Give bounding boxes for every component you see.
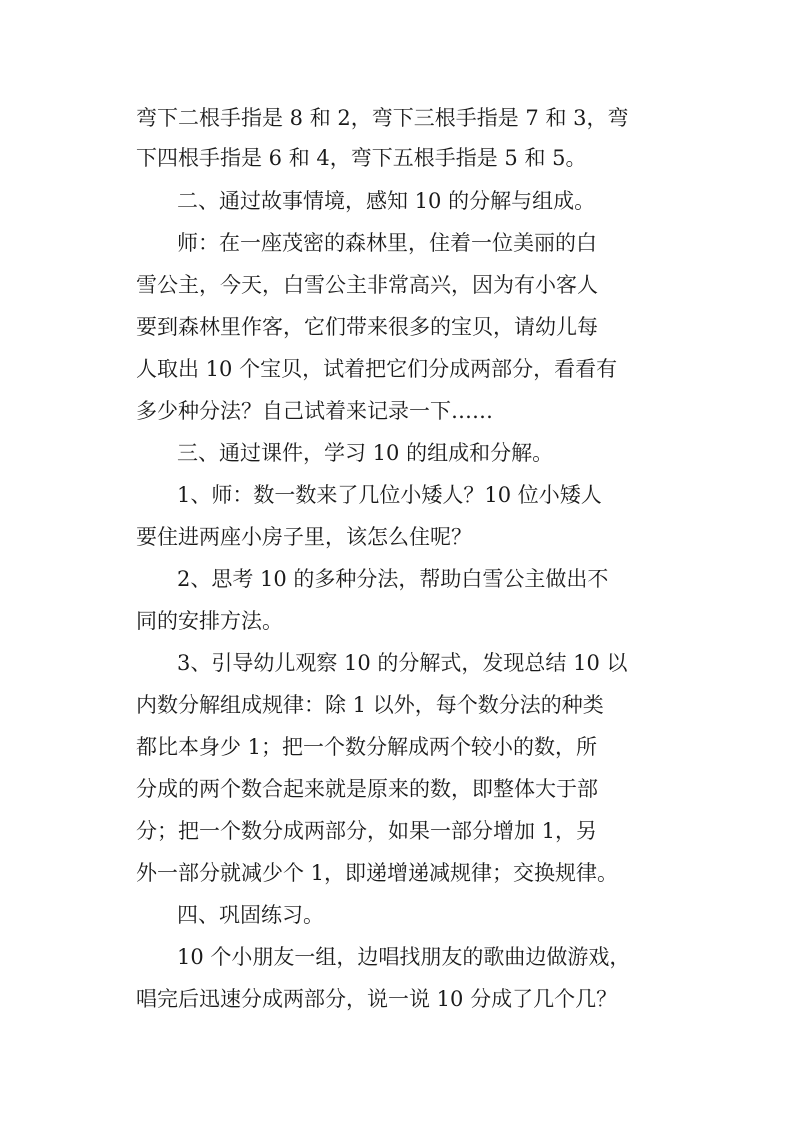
section-heading-3: 三、通过课件，学习 10 的组成和分解。 [177,441,554,465]
text-line-6: 要到森林里作客，它们带来很多的宝贝，请幼儿每 [136,315,598,339]
text-line-15: 内数分解组成规律：除 1 以外，每个数分法的种类 [136,693,604,717]
text-line-21: 10 个小朋友一组，边唱找朋友的歌曲边做游戏， [177,945,631,969]
section-heading-4: 四、巩固练习。 [177,903,324,927]
text-line-1: 弯下二根手指是 8 和 2，弯下三根手指是 7 和 3，弯 [136,106,629,130]
text-line-22: 唱完后迅速分成两部分，说一说 10 分成了几个几？ [136,987,618,1011]
text-line-14: 3、引导幼儿观察 10 的分解式，发现总结 10 以 [177,651,628,675]
text-line-13: 同的安排方法。 [136,609,283,633]
text-line-7: 人取出 10 个宝贝，试着把它们分成两部分，看看有 [136,357,618,381]
text-line-11: 要住进两座小房子里，该怎么住呢？ [136,525,472,549]
text-line-10: 1、师：数一数来了几位小矮人？10 位小矮人 [177,483,602,507]
text-line-16: 都比本身少 1；把一个数分解成两个较小的数，所 [136,735,598,759]
text-line-4: 师：在一座茂密的森林里，住着一位美丽的白 [177,231,597,255]
text-line-17: 分成的两个数合起来就是原来的数，即整体大于部 [136,777,598,801]
section-heading-2: 二、通过故事情境，感知 10 的分解与组成。 [177,189,596,213]
text-line-8: 多少种分法？自己试着来记录一下…… [136,399,493,423]
text-line-12: 2、思考 10 的多种分法，帮助白雪公主做出不 [177,567,609,591]
text-line-2: 下四根手指是 6 和 4，弯下五根手指是 5 和 5。 [136,146,587,170]
text-line-18: 分；把一个数分成两部分，如果一部分增加 1，另 [136,819,598,843]
text-line-19: 外一部分就减少个 1，即递增递减规律；交换规律。 [136,861,619,885]
text-line-5: 雪公主，今天，白雪公主非常高兴，因为有小客人 [136,273,598,297]
